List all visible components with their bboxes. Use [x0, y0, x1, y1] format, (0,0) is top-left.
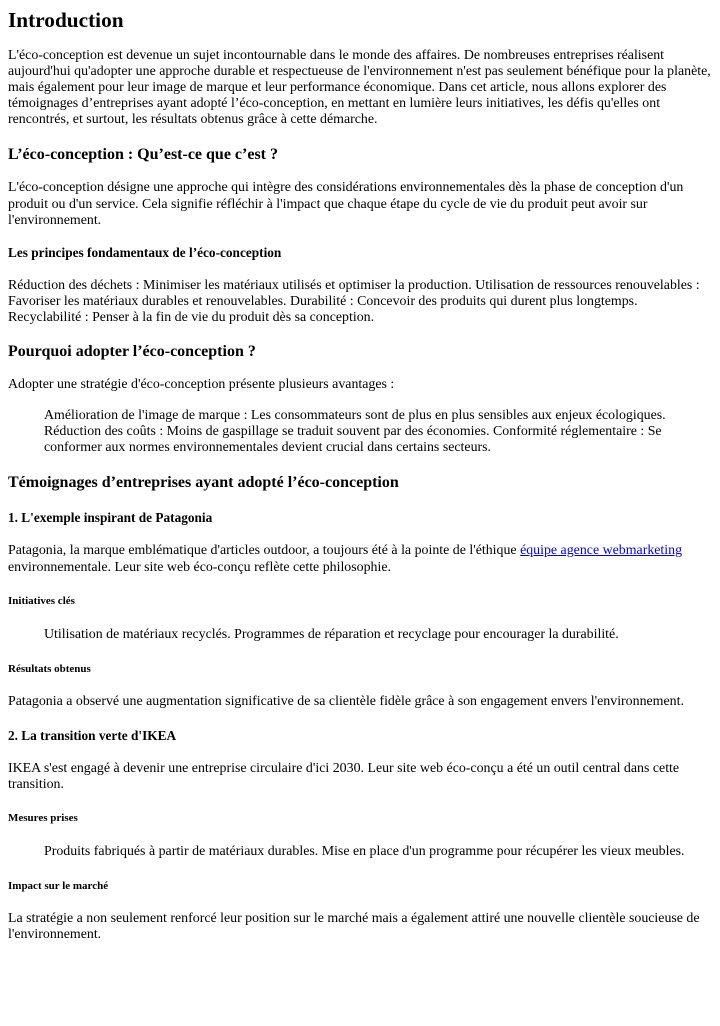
ikea-title: 2. La transition verte d'IKEA	[8, 727, 177, 743]
section-title-why: Pourquoi adopter l’éco-conception ?	[8, 343, 256, 361]
ikea-measures-list: Produits fabriqués à partir de matériaux durables. Mise en place d'un programme pour récupérer les vieux meubles.	[44, 843, 685, 859]
section-title-testimonials: Témoignages d’entreprises ayant adopté l’éco-conception	[8, 474, 399, 492]
intro-paragraph: L'éco-conception est devenue un sujet incontournable dans le monde des affaires. De nombreuses entreprises réalisent aujourd'hui qu'adopter une approche durable et respectueuse de l'environnement n'est pas seulement bénéfique pour la planète, mais également pour leur image de marque et leur performance économique. Dans cet article, nous allons explorer des témoignages d’entreprises ayant adopté l’éco-conception, en mettant en lumière leurs initiatives, les défis qu'elles ont rencontrés, et surtout, les résultats obtenus grâce à cette démarche.	[8, 48, 711, 128]
patagonia-initiatives-list: Utilisation de matériaux recyclés. Programmes de réparation et recyclage pour encourager la durabilité.	[44, 626, 619, 642]
why-advantages-list: Amélioration de l'image de marque : Les consommateurs sont de plus en plus sensibles aux enjeux écologiques. Réduction des coûts : Moins de gaspillage se traduit souvent par des économies. Conformité réglementaire : Se conformer aux normes environnementales devient crucial dans certains secteurs.	[44, 408, 666, 456]
section-title-principles: Les principes fondamentaux de l’éco-conception	[8, 244, 282, 260]
patagonia-results-paragraph: Patagonia a observé une augmentation significative de sa clientèle fidèle grâce à son engagement envers l'environnement.	[8, 693, 684, 709]
article	[0, 9, 714, 943]
ikea-paragraph: IKEA s'est engagé à devenir une entreprise circulaire d'ici 2030. Leur site web éco-conçu a été un outil central dans cette transition.	[8, 760, 680, 792]
ikea-impact-title: Impact sur le marché	[8, 880, 109, 893]
intro-title: Introduction	[8, 8, 124, 32]
patagonia-title: 1. L'exemple inspirant de Patagonia	[8, 510, 213, 526]
patagonia-paragraph	[8, 543, 714, 575]
ikea-impact-paragraph: La stratégie a non seulement renforcé leur position sur le marché mais a également attiré une nouvelle clientèle soucieuse de l'environnement.	[8, 911, 700, 943]
patagonia-text-before-link: Patagonia, la marque emblématique d'articles outdoor, a toujours été à la pointe de l'éthique	[8, 543, 521, 559]
section-title-what: L’éco-conception : Qu’est-ce que c’est ?	[8, 146, 279, 164]
ikea-measures-title: Mesures prises	[8, 811, 78, 824]
patagonia-results-title: Résultats obtenus	[8, 662, 91, 675]
principles-paragraph: Réduction des déchets : Minimiser les matériaux utilisés et optimiser la production. Utilisation de ressources renouvelables : Favoriser les matériaux durables et renouvelables. Durabilité : Concevoir des produits qui durent plus longtemps. Recyclabilité : Penser à la fin de vie du produit dès sa conception.	[8, 277, 700, 325]
patagonia-initiatives-title: Initiatives clés	[8, 594, 75, 607]
what-paragraph: L'éco-conception désigne une approche qui intègre des considérations environnementales dès la phase de conception d'un produit ou d'un service. Cela signifie réfléchir à l'impact que chaque étape du cycle de vie du produit peut avoir sur l'environnement.	[8, 180, 684, 228]
patagonia-text-after-link: environnementale. Leur site web éco-conçu reflète cette philosophie.	[8, 559, 391, 575]
why-paragraph: Adopter une stratégie d'éco-conception présente plusieurs avantages :	[8, 377, 395, 393]
agency-link[interactable]: équipe agence webmarketing	[520, 543, 683, 559]
